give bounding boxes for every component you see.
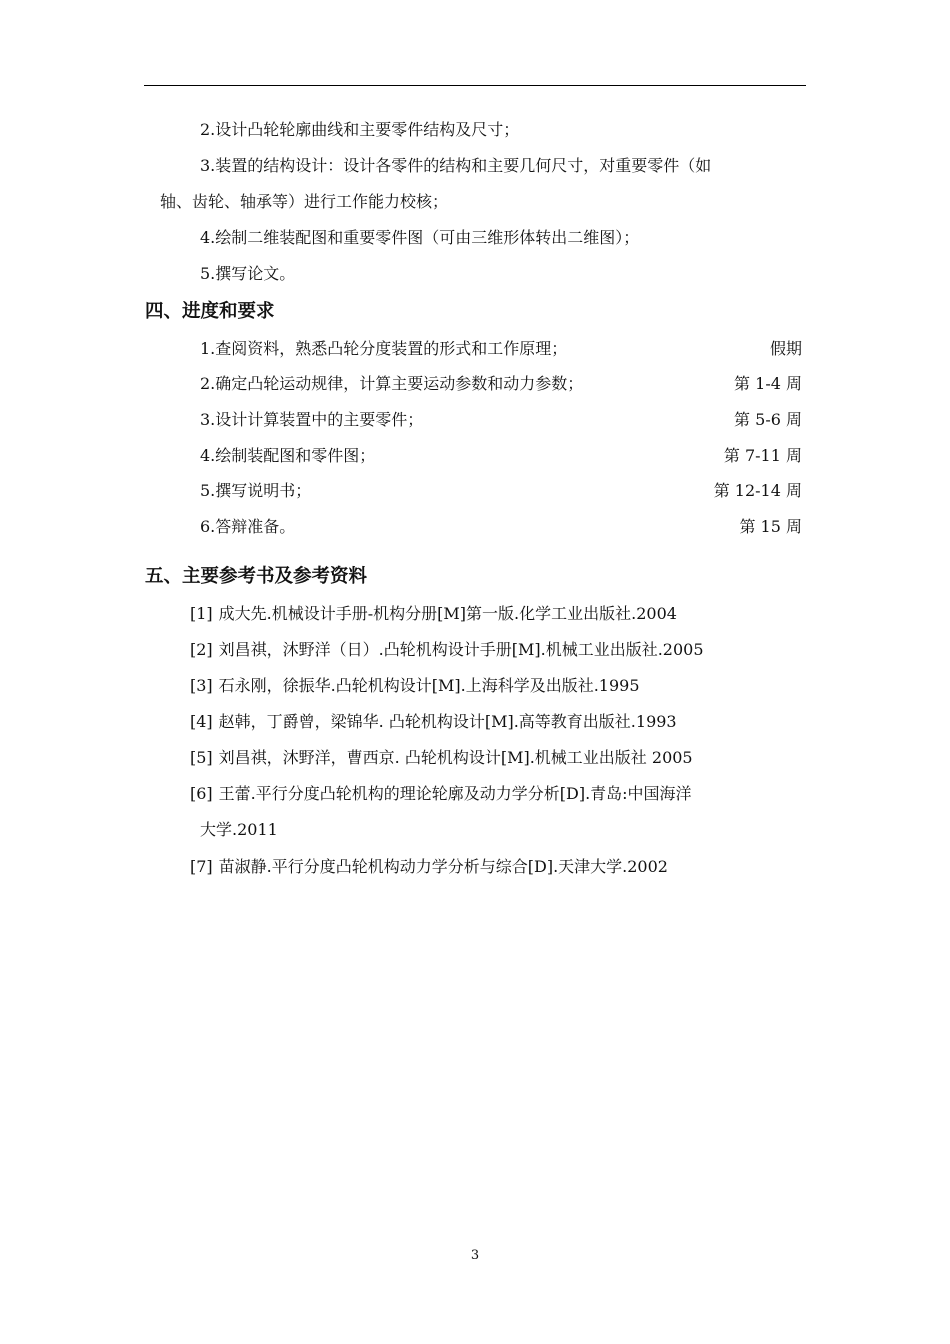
design-item-5: 5.撰写论文。 <box>200 264 296 283</box>
reference-item <box>190 783 692 805</box>
design-item-3: 3.装置的结构设计：设计各零件的结构和主要几何尺寸，对重要零件（如 <box>200 156 712 175</box>
schedule-task: 6.答辩准备。 <box>200 517 296 536</box>
reference-text: 成大先.机械设计手册-机构分册[M]第一版.化学工业出版社.2004 <box>218 604 677 623</box>
page-number: 3 <box>470 1248 480 1263</box>
schedule-task: 3.设计计算装置中的主要零件； <box>200 410 424 429</box>
reference-text: 刘昌祺，沐野洋，曹西京. 凸轮机构设计[M].机械工业出版社 2005 <box>218 748 693 767</box>
schedule-week: 第 15 周 <box>739 517 802 536</box>
schedule-week: 假期 <box>769 339 802 358</box>
schedule-week: 第 1-4 周 <box>734 374 802 393</box>
reference-text: 大学.2011 <box>200 820 278 839</box>
schedule-week: 第 5-6 周 <box>734 410 802 429</box>
schedule-row <box>200 373 802 395</box>
schedule-week: 第 12-14 周 <box>713 481 802 500</box>
section-5-title: 五、主要参考书及参考资料 <box>145 566 368 587</box>
section-4-title: 四、进度和要求 <box>145 301 275 322</box>
schedule-task: 2.确定凸轮运动规律，计算主要运动参数和动力参数； <box>200 374 584 393</box>
reference-item-cont <box>200 819 278 841</box>
reference-item <box>190 747 693 769</box>
reference-text: 石永刚，徐振华.凸轮机构设计[M].上海科学及出版社.1995 <box>218 676 640 695</box>
reference-index: [4] <box>190 712 213 731</box>
design-item-4: 4.绘制二维装配图和重要零件图（可由三维形体转出二维图）； <box>200 228 640 247</box>
schedule-row <box>200 480 802 502</box>
header-rule <box>144 85 806 86</box>
schedule-row <box>200 338 802 360</box>
schedule-task: 4.绘制装配图和零件图； <box>200 446 376 465</box>
schedule-row <box>200 409 802 431</box>
reference-item <box>190 603 677 625</box>
reference-index: [6] <box>190 784 213 803</box>
reference-index: [2] <box>190 640 213 659</box>
reference-index: [5] <box>190 748 213 767</box>
schedule-row <box>200 516 802 538</box>
reference-item <box>190 675 640 697</box>
reference-index: [7] <box>190 857 213 876</box>
reference-index: [3] <box>190 676 213 695</box>
reference-item <box>190 711 677 733</box>
reference-text: 刘昌祺，沐野洋（日）.凸轮机构设计手册[M].机械工业出版社.2005 <box>218 640 704 659</box>
design-item-2: 2.设计凸轮轮廓曲线和主要零件结构及尺寸； <box>200 120 520 139</box>
schedule-task: 1.查阅资料，熟悉凸轮分度装置的形式和工作原理； <box>200 339 568 358</box>
reference-text: 王蕾.平行分度凸轮机构的理论轮廓及动力学分析[D].青岛:中国海洋 <box>218 784 692 803</box>
reference-text: 苗淑静.平行分度凸轮机构动力学分析与综合[D].天津大学.2002 <box>218 857 668 876</box>
design-item-3-cont: 轴、齿轮、轴承等）进行工作能力校核； <box>160 192 449 211</box>
schedule-row <box>200 445 802 467</box>
reference-item <box>190 639 704 661</box>
reference-index: [1] <box>190 604 213 623</box>
reference-text: 赵韩，丁爵曾，梁锦华. 凸轮机构设计[M].高等教育出版社.1993 <box>218 712 677 731</box>
reference-item <box>190 856 668 878</box>
schedule-task: 5.撰写说明书； <box>200 481 312 500</box>
schedule-week: 第 7-11 周 <box>723 446 802 465</box>
